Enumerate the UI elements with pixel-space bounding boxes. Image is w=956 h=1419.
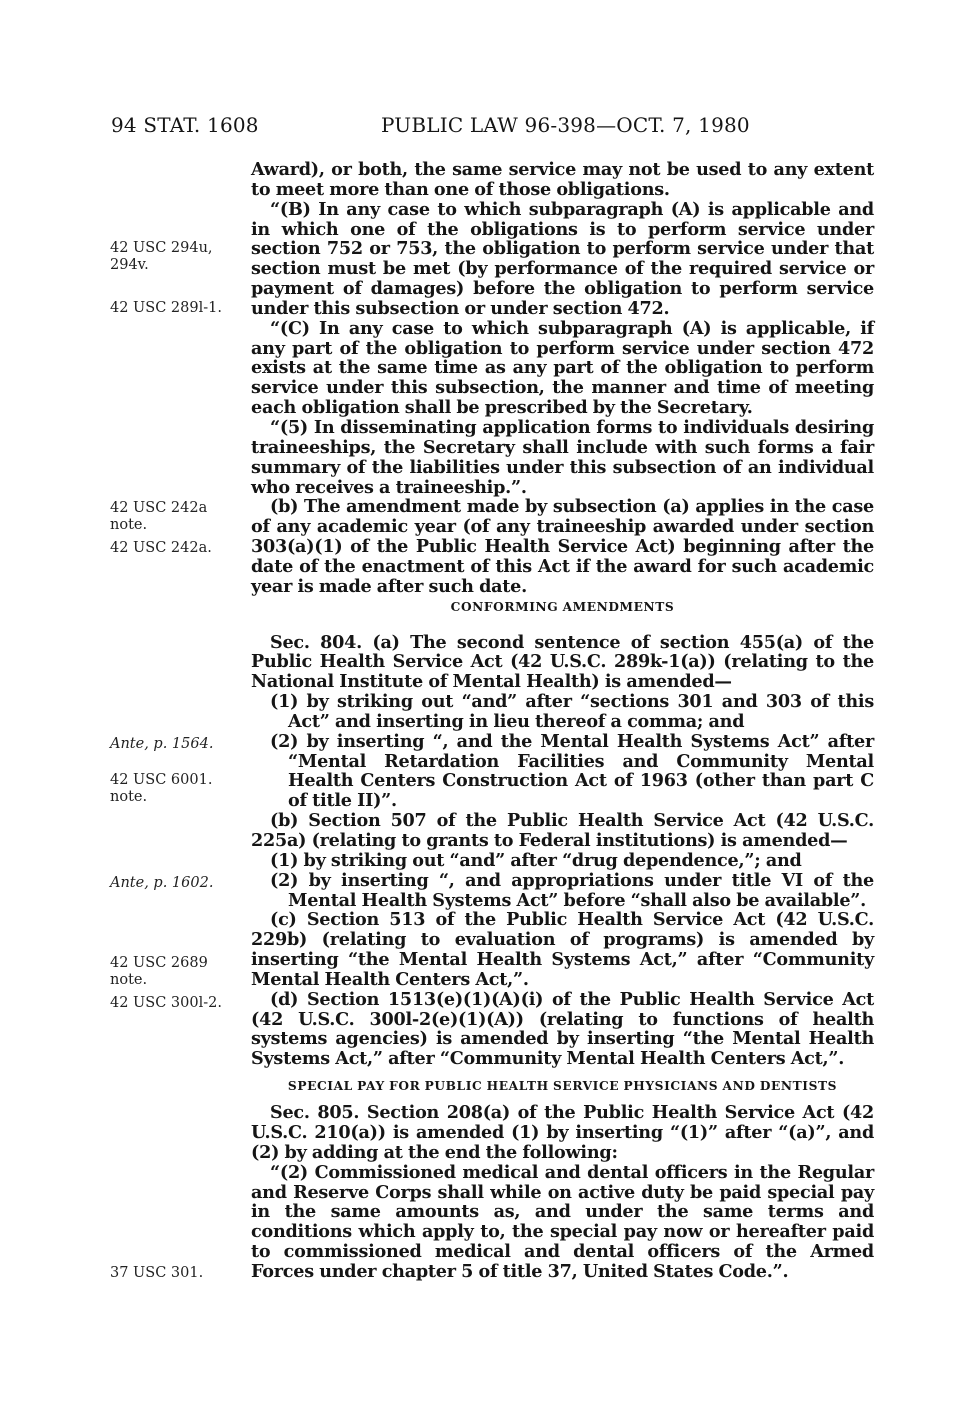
paragraph: (d) Section 1513(e)(1)(A)(i) of the Public Health Service Act (42 U.S.C. 300l-2(e)(1)(A)) (relating to functions of health systems agencies) is amended by inserting “the Mental Health Systems Act,” after “Community Mental Health Centers Act,”. [251,988,874,1070]
list-item: (1) by striking out “and” after “sections 301 and 303 of this Act” and inserting in lieu thereof a comma; and [270,691,874,732]
margin-note: 42 USC 294u, 294v. [110,240,213,273]
page-number-header: 94 STAT. 1608 [111,113,259,137]
spacer [251,617,874,633]
section-text: (a) The second sentence of section 455(a) of the Public Health Service Act (42 U.S.C. 289k-1(a)) (relating to the National Institute of Mental Health) is amended— [251,631,874,693]
section-paragraph [251,633,874,693]
list-item: (2) by inserting “, and the Mental Health Systems Act” after “Mental Retardation Facilities and Community Mental Health Centers Construction Act of 1963 (other than part C of title II)”. [270,730,874,812]
section-text: Section 208(a) of the Public Health Service Act (42 U.S.C. 210(a)) is amended (1) by inserting “(1)” after “(a)”, and (2) by adding at the end the following: [251,1102,875,1163]
paragraph: “(2) Commissioned medical and dental officers in the Regular and Reserve Corps shall while on active duty be paid special pay in the same amounts as, and under the same terms and conditions which apply to, the special pay now or hereafter paid to commissioned medical and dental officers of the Armed Forces under chapter 5 of title 37, United States Code.”. [251,1161,874,1282]
section-label: Sec. 804. [270,631,362,653]
margin-note: 42 USC 242a. [110,540,212,556]
paragraph: “(C) In any case to which subparagraph (A) is applicable, if any part of the obligation to perform service under section 472 exists at the same time as any part of the obligation to perform service under this subsection, the manner and time of meeting each obligation shall be prescribed by the Secretary. [251,317,874,419]
margin-note: 37 USC 301. [110,1265,204,1281]
section-caption: CONFORMING AMENDMENTS [450,599,675,614]
paragraph: “(B) In any case to which subparagraph (A) is applicable and in which one of the obligations is to perform service under section 752 or 753, the obligation to perform service under that section must be met (by performance of the required service or payment of damages) before the obligation to perform service under this subsection or under section 472. [251,198,874,319]
spacer [251,1069,874,1076]
margin-note-text: Ante, p. 1564. [110,736,214,752]
list-item: (2) by inserting “, and appropriations under title VI of the Mental Health Systems Act” before “shall also be available”. [270,869,874,911]
margin-note [110,875,240,892]
margin-note: 42 USC 6001. note. [110,772,213,805]
margin-note: 42 USC 300l-2. [110,995,222,1011]
paragraph: Award), or both, the same service may not be used to any extent to meet more than one of those obligations. [251,159,874,200]
section-caption: SPECIAL PAY FOR PUBLIC HEALTH SERVICE PHYSICIANS AND DENTISTS [287,1079,838,1094]
paragraph: (b) Section 507 of the Public Health Service Act (42 U.S.C. 225a) (relating to grants to Federal institutions) is amended— [251,810,874,851]
section-paragraph [251,1103,874,1163]
margin-note-text: Ante, p. 1602. [110,875,214,891]
margin-note: 42 USC 242a note. [110,500,208,533]
margin-note: 42 USC 289l-1. [110,300,222,316]
paragraph: (b) The amendment made by subsection (a) applies in the case of any academic year (of any traineeship awarded under section 303(a)(1) of the Public Health Service Act) beginning after the date of the enactment of this Act if the award for such academic year is made after such date. [251,496,874,597]
paragraph: “(5) In disseminating application forms to individuals desiring traineeships, the Secretary shall include with such forms a fair summary of the liabilities under this subsection of an individual who receives a traineeship.”. [251,416,874,498]
statute-body [251,160,874,1282]
section-label: Sec. 805. [270,1102,360,1124]
paragraph: (c) Section 513 of the Public Health Service Act (42 U.S.C. 229b) (relating to evaluation of programs) is amended by inserting “the Mental Health Systems Act,” after “Community Mental Health Centers Act,”. [251,909,874,990]
list-item: (1) by striking out “and” after “drug dependence,”; and [270,849,802,871]
margin-note [110,736,240,753]
margin-note: 42 USC 2689 note. [110,955,208,988]
public-law-header: PUBLIC LAW 96-398—OCT. 7, 1980 [381,113,750,137]
